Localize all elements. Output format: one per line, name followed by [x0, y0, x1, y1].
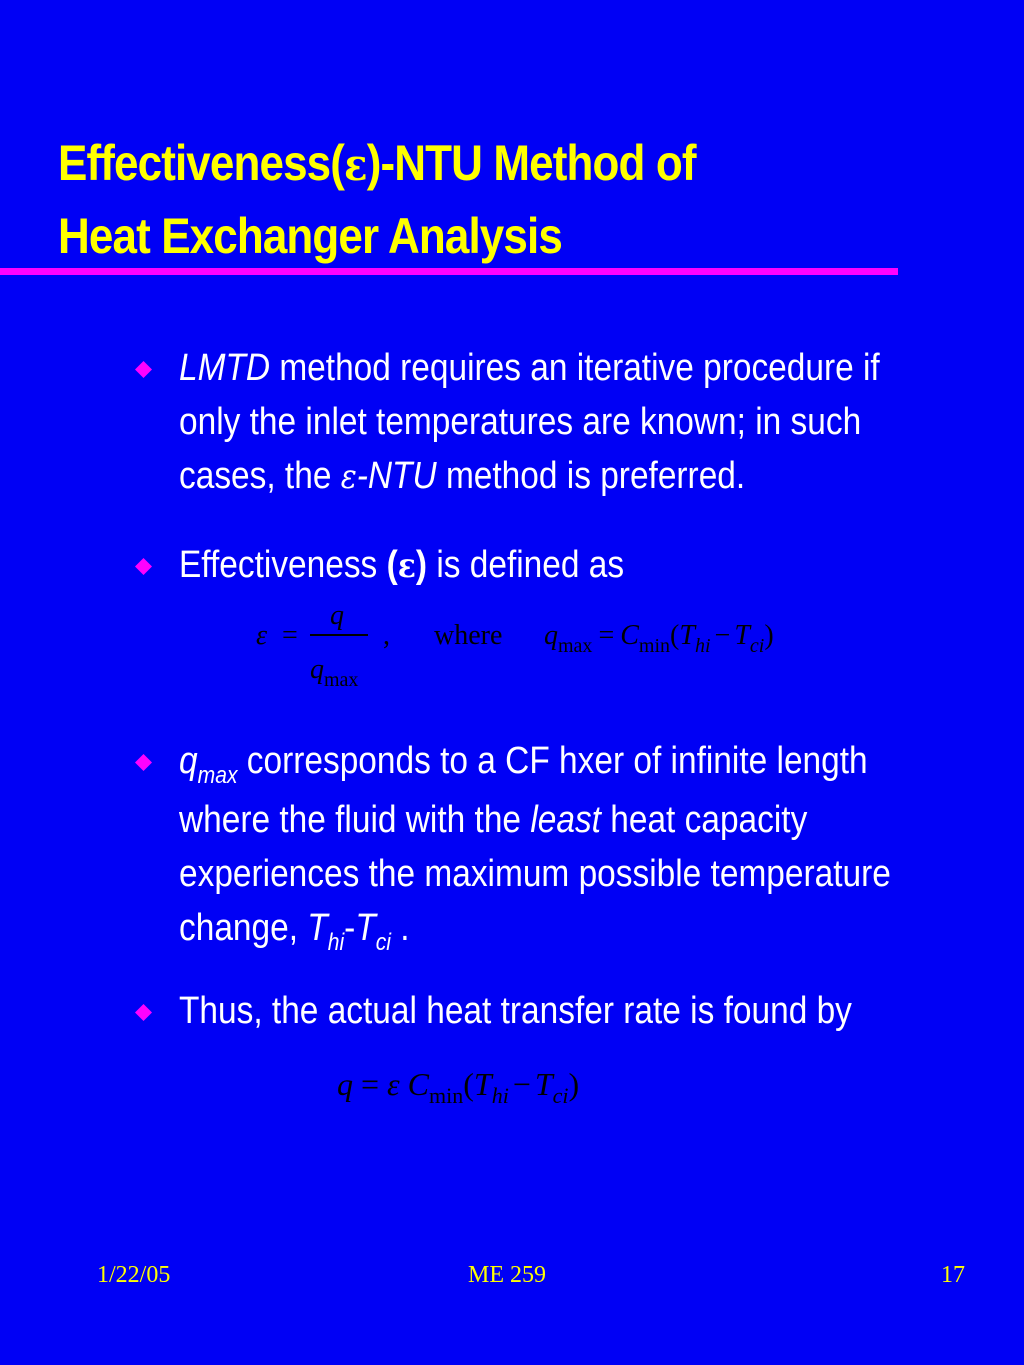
footer-course: ME 259 [468, 1262, 546, 1288]
eq1-minus: − [714, 620, 731, 651]
equation-heat-transfer-rate [337, 1066, 580, 1108]
lmtd-term: LMTD [179, 347, 271, 389]
eq1-open-paren: ( [670, 620, 680, 651]
footer-date: 1/22/05 [97, 1262, 171, 1288]
eq1-close-paren: ) [764, 620, 774, 651]
title-epsilon: ε [344, 140, 367, 191]
bullet-3-body: corresponds to a CF hxer of infinite length where the fluid with the [179, 740, 868, 841]
eq1-den-q: q [310, 654, 324, 685]
eq1-denominator [310, 654, 359, 691]
diamond-bullet-icon [135, 361, 152, 378]
slide-title [58, 128, 850, 271]
qmax-variable: q [179, 740, 198, 782]
eq1-q: q [544, 620, 558, 651]
dash: - [344, 907, 356, 949]
bullet-2-text [179, 538, 936, 593]
eq1-C: C [620, 620, 639, 651]
eq1-comma: , [383, 620, 390, 651]
eq1-fraction-bar [310, 634, 368, 636]
least-term: least [530, 799, 601, 841]
bullet-3-text [179, 734, 936, 960]
eq2-open-paren: ( [463, 1066, 474, 1102]
paren-open: ( [386, 544, 398, 586]
epsilon-symbol: ε [340, 457, 357, 497]
eq2-q: q [337, 1066, 353, 1102]
eq2-C-sub: min [429, 1083, 464, 1108]
bullet-1-body: method requires an iterative procedure if only the inlet temperatures are known; in such cases, the [179, 347, 880, 497]
eq1-numerator [330, 600, 344, 632]
eq2-T2-sub: ci [552, 1083, 569, 1108]
T-hot: T [307, 907, 328, 949]
paren-close: ) [415, 544, 428, 586]
title-text-a: Effectiveness( [58, 135, 345, 191]
eq2-C: C [407, 1066, 429, 1102]
title-text-b: )-NTU Method of [366, 135, 696, 191]
eq2-T1-sub: hi [491, 1083, 509, 1108]
footer-page-number: 17 [941, 1262, 965, 1288]
T-hot-sub: hi [327, 929, 345, 956]
T-cold-sub: ci [375, 929, 392, 956]
bullet-2-body: Effectiveness [179, 544, 387, 586]
eq1-den-sub: max [324, 669, 359, 691]
eq1-epsilon-glyph: ε [256, 620, 268, 651]
title-line-1 [58, 128, 850, 201]
eq1-q-sub: max [558, 635, 593, 657]
eq2-minus: − [512, 1066, 531, 1102]
eq2-epsilon: ε [387, 1066, 400, 1102]
bullet-4-text: Thus, the actual heat transfer rate is found by [179, 990, 852, 1032]
eq1-epsilon [256, 620, 267, 652]
qmax-subscript: max [197, 762, 238, 789]
T-cold: T [355, 907, 376, 949]
eq1-T2-sub: ci [749, 635, 765, 657]
eq1-qmax-expression [544, 620, 774, 657]
eq2-T2: T [534, 1066, 553, 1102]
title-underline [0, 268, 898, 275]
diamond-bullet-icon [135, 1004, 152, 1021]
diamond-bullet-icon [135, 754, 152, 771]
bullet-2-end: is defined as [427, 544, 625, 586]
eq2-equals: = [361, 1066, 380, 1102]
diamond-bullet-icon [135, 558, 152, 575]
eq1-T1: T [679, 620, 695, 651]
eq1-equals: = [282, 620, 298, 651]
eq1-T1-sub: hi [694, 635, 711, 657]
eq1-where: where [434, 620, 503, 651]
bullet-1-text [179, 341, 936, 504]
eq1-T2: T [734, 620, 750, 651]
eq2-T1: T [473, 1066, 492, 1102]
bullet-1-end: method is preferred. [436, 455, 746, 497]
eq1-C-sub: min [638, 635, 671, 657]
eq2-close-paren: ) [568, 1066, 580, 1102]
bullet-3-body-2: heat capacity experiences the maximum possible temperature change, [179, 799, 891, 949]
bullet-3-end: . [391, 907, 410, 949]
title-line-2: Heat Exchanger Analysis [58, 208, 562, 264]
ntu-term: -NTU [356, 455, 437, 497]
eq1-numerator-q: q [330, 600, 344, 631]
epsilon-symbol: ε [397, 546, 416, 586]
eq1-equals-2: = [598, 620, 615, 651]
